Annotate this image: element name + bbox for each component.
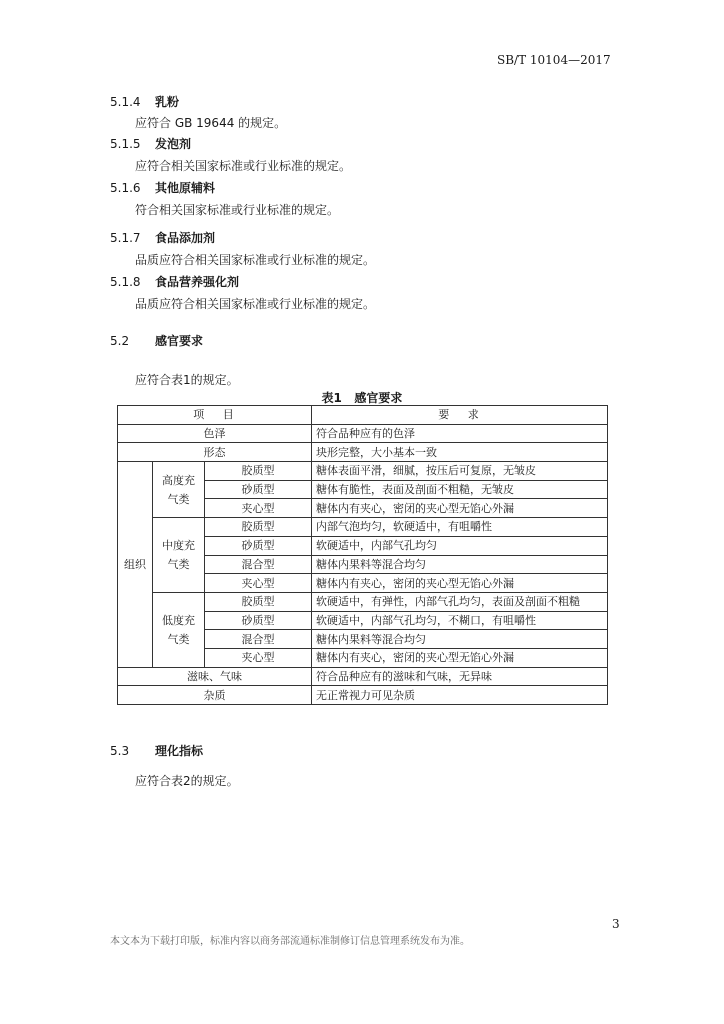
table-row: 砂质型 软硬适中，内部气孔均匀 [118,536,608,555]
section-heading: 5.1.7 食品添加剂 [110,231,216,245]
section-text: 应符合表1的规定。 [135,373,239,387]
document-code: SB/T 10104—2017 [497,53,611,67]
table-row: 砂质型 软硬适中，内部气孔均匀，不糊口，有咀嚼性 [118,611,608,630]
table-row: 低度充气类 胶质型 软硬适中，有弹性，内部气孔均匀，表面及剖面不粗糙 [118,592,608,611]
section-heading: 5.1.6 其他原辅料 [110,181,216,195]
section-heading: 5.1.8 食品营养强化剂 [110,275,240,289]
table-row: 中度充气类 胶质型 内部气泡均匀，软硬适中，有咀嚼性 [118,518,608,537]
table-row: 夹心型 糖体内有夹心，密闭的夹心型无馅心外漏 [118,574,608,593]
section-heading: 5.1.4 乳粉 [110,95,180,109]
section-text: 应符合相关国家标准或行业标准的规定。 [135,159,352,173]
subcategory-label: 高度充气类 [153,462,205,518]
section-text: 应符合 GB 19644 的规定。 [135,116,287,130]
table-row: 形态 块形完整，大小基本一致 [118,443,608,462]
table-row: 混合型 糖体内果料等混合均匀 [118,555,608,574]
section-heading: 5.3 理化指标 [110,744,204,758]
section-text: 符合相关国家标准或行业标准的规定。 [135,203,340,217]
section-text: 应符合表2的规定。 [135,774,239,788]
table-row: 夹心型 糖体内有夹心，密闭的夹心型无馅心外漏 [118,499,608,518]
table-row: 混合型 糖体内果料等混合均匀 [118,630,608,649]
footer-notice: 本文本为下载打印版，标准内容以商务部流通标准制修订信息管理系统发布为准。 [110,936,470,947]
sensory-requirements-table [117,405,608,705]
section-text: 品质应符合相关国家标准或行业标准的规定。 [135,253,376,267]
section-text: 品质应符合相关国家标准或行业标准的规定。 [135,297,376,311]
section-heading: 5.2 感官要求 [110,334,204,348]
subcategory-label: 中度充气类 [153,518,205,593]
table-row: 色泽 符合品种应有的色泽 [118,424,608,443]
table-row: 组织 高度充气类 胶质型 糖体表面平滑，细腻，按压后可复原，无皱皮 [118,462,608,481]
table-row: 杂质 无正常视力可见杂质 [118,686,608,705]
table-title: 表1 感官要求 [321,391,403,405]
subcategory-label: 低度充气类 [153,592,205,667]
table-row: 夹心型 糖体内有夹心，密闭的夹心型无馅心外漏 [118,648,608,667]
section-heading: 5.1.5 发泡剂 [110,137,192,151]
table-row: 滋味、气味 符合品种应有的滋味和气味，无异味 [118,667,608,686]
header-requirement: 要 求 [312,406,608,425]
table-row: 砂质型 糖体有脆性，表面及剖面不粗糙，无皱皮 [118,480,608,499]
header-item: 项 目 [118,406,312,425]
page-number: 3 [612,917,620,931]
tissue-label: 组织 [118,462,153,668]
table-header-row [118,406,608,425]
